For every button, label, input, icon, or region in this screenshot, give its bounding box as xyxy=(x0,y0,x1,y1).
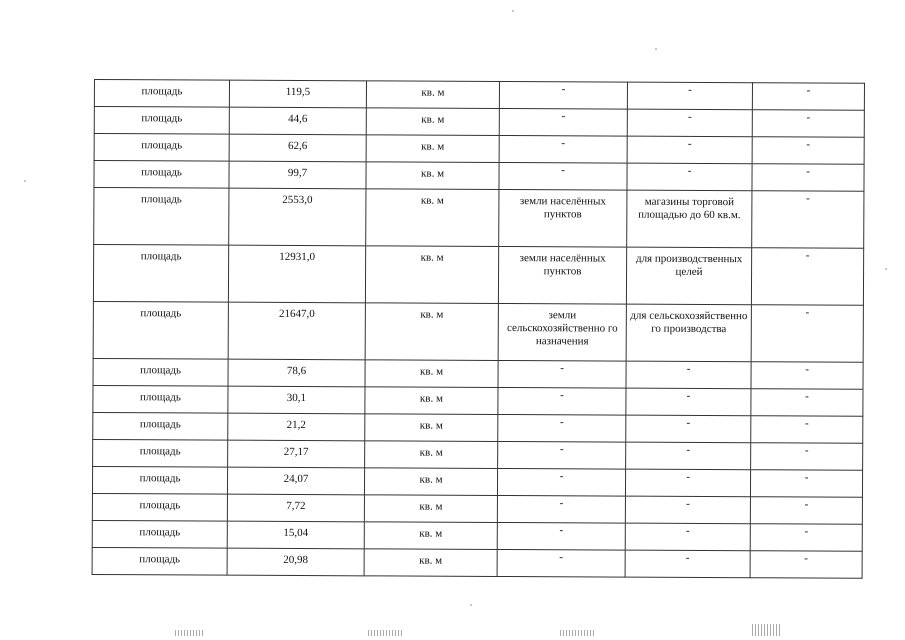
scan-smudge xyxy=(752,624,782,636)
cell-type: площадь xyxy=(93,358,228,386)
cell-type: площадь xyxy=(92,466,227,494)
cell-land-category: земли населённых пунктов xyxy=(499,189,627,247)
cell-unit: кв. м xyxy=(366,189,499,247)
cell-extra: - xyxy=(751,305,863,363)
cell-value: 119,5 xyxy=(229,80,366,108)
cell-value: 30,1 xyxy=(228,386,365,414)
cell-permitted-use: - xyxy=(625,469,750,497)
table-row xyxy=(92,520,862,551)
scan-smudge xyxy=(560,630,596,636)
table-row xyxy=(93,439,863,470)
cell-extra: - xyxy=(751,389,863,417)
cell-unit: кв. м xyxy=(366,135,499,163)
cell-extra: - xyxy=(752,137,864,165)
cell-value: 24,07 xyxy=(227,467,364,495)
cell-permitted-use: - xyxy=(625,523,750,551)
cell-type: площадь xyxy=(92,493,227,521)
cell-land-category: земли сельскохозяйственно го назначения xyxy=(498,303,626,361)
cell-permitted-use: - xyxy=(627,82,752,110)
cell-extra: - xyxy=(751,248,863,306)
scan-smudge xyxy=(368,630,402,636)
scan-speck xyxy=(24,180,26,182)
cell-type: площадь xyxy=(94,188,229,246)
cell-value: 27,17 xyxy=(228,440,365,468)
cell-permitted-use: - xyxy=(626,388,751,416)
cell-value: 62,6 xyxy=(229,134,366,162)
cell-land-category: - xyxy=(498,360,626,388)
cell-land-category: - xyxy=(499,162,627,190)
cell-value: 15,04 xyxy=(227,521,364,549)
cell-extra: - xyxy=(751,416,863,444)
scan-speck xyxy=(885,268,887,270)
table-row xyxy=(93,245,863,306)
cell-extra: - xyxy=(752,110,864,138)
cell-permitted-use: - xyxy=(626,361,751,389)
cell-unit: кв. м xyxy=(366,108,499,136)
cell-extra: - xyxy=(752,83,864,111)
cell-unit: кв. м xyxy=(366,81,499,109)
table-row xyxy=(94,107,864,138)
cell-value: 21,2 xyxy=(228,413,365,441)
cell-value: 21647,0 xyxy=(228,302,365,360)
cell-extra: - xyxy=(750,470,862,498)
cell-type: площадь xyxy=(94,134,229,162)
cell-type: площадь xyxy=(93,301,228,359)
table-body xyxy=(92,80,864,579)
table-row xyxy=(94,161,864,192)
cell-type: площадь xyxy=(94,80,229,108)
cell-permitted-use: для сельскохозяйственно го производства xyxy=(626,304,751,362)
cell-land-category: - xyxy=(499,135,627,163)
cell-extra: - xyxy=(752,191,864,249)
cell-type: площадь xyxy=(94,107,229,135)
cell-land-category: - xyxy=(497,468,625,496)
property-table xyxy=(92,79,865,579)
cell-type: площадь xyxy=(93,385,228,413)
cell-land-category: - xyxy=(499,81,627,109)
cell-land-category: - xyxy=(498,387,626,415)
cell-unit: кв. м xyxy=(365,387,498,415)
cell-unit: кв. м xyxy=(365,414,498,442)
cell-permitted-use: - xyxy=(627,163,752,191)
table-row xyxy=(94,188,864,249)
cell-value: 99,7 xyxy=(229,161,366,189)
cell-land-category: - xyxy=(498,414,626,442)
cell-type: площадь xyxy=(92,520,227,548)
cell-unit: кв. м xyxy=(366,162,499,190)
cell-unit: кв. м xyxy=(365,303,498,361)
cell-extra: - xyxy=(752,164,864,192)
cell-extra: - xyxy=(750,551,862,579)
cell-unit: кв. м xyxy=(365,360,498,388)
cell-extra: - xyxy=(750,497,862,525)
cell-value: 44,6 xyxy=(229,107,366,135)
table-row xyxy=(94,80,864,111)
cell-permitted-use: - xyxy=(625,496,750,524)
cell-type: площадь xyxy=(94,161,229,189)
table-row xyxy=(94,134,864,165)
cell-permitted-use: - xyxy=(625,550,750,578)
cell-unit: кв. м xyxy=(364,495,497,523)
cell-extra: - xyxy=(750,524,862,552)
scan-speck xyxy=(512,10,514,12)
cell-unit: кв. м xyxy=(365,246,498,304)
table-row xyxy=(93,301,863,362)
cell-extra: - xyxy=(751,443,863,471)
cell-value: 12931,0 xyxy=(228,245,365,303)
cell-permitted-use: - xyxy=(627,136,752,164)
cell-land-category: - xyxy=(499,108,627,136)
cell-extra: - xyxy=(751,362,863,390)
cell-land-category: - xyxy=(498,441,626,469)
cell-unit: кв. м xyxy=(364,468,497,496)
cell-value: 78,6 xyxy=(228,359,365,387)
cell-unit: кв. м xyxy=(365,441,498,469)
cell-permitted-use: - xyxy=(626,415,751,443)
table-row xyxy=(93,385,863,416)
table-row xyxy=(93,358,863,389)
cell-permitted-use: для производственных целей xyxy=(626,247,751,305)
cell-land-category: земли населённых пунктов xyxy=(498,246,626,304)
cell-unit: кв. м xyxy=(364,522,497,550)
scan-speck xyxy=(470,604,472,606)
cell-land-category: - xyxy=(497,495,625,523)
cell-land-category: - xyxy=(497,549,625,577)
cell-permitted-use: магазины торговой площадью до 60 кв.м. xyxy=(627,190,752,248)
cell-value: 2553,0 xyxy=(229,188,366,246)
cell-permitted-use: - xyxy=(627,109,752,137)
scan-speck xyxy=(655,48,657,50)
cell-land-category: - xyxy=(497,522,625,550)
cell-permitted-use: - xyxy=(626,442,751,470)
table-row xyxy=(93,412,863,443)
table-row xyxy=(92,547,862,578)
table-row xyxy=(92,493,862,524)
cell-value: 7,72 xyxy=(227,494,364,522)
scan-smudge xyxy=(175,630,205,636)
cell-type: площадь xyxy=(93,439,228,467)
cell-type: площадь xyxy=(93,412,228,440)
cell-unit: кв. м xyxy=(364,549,497,577)
cell-type: площадь xyxy=(92,547,227,575)
cell-type: площадь xyxy=(93,245,228,303)
cell-value: 20,98 xyxy=(227,548,364,576)
table-row xyxy=(92,466,862,497)
